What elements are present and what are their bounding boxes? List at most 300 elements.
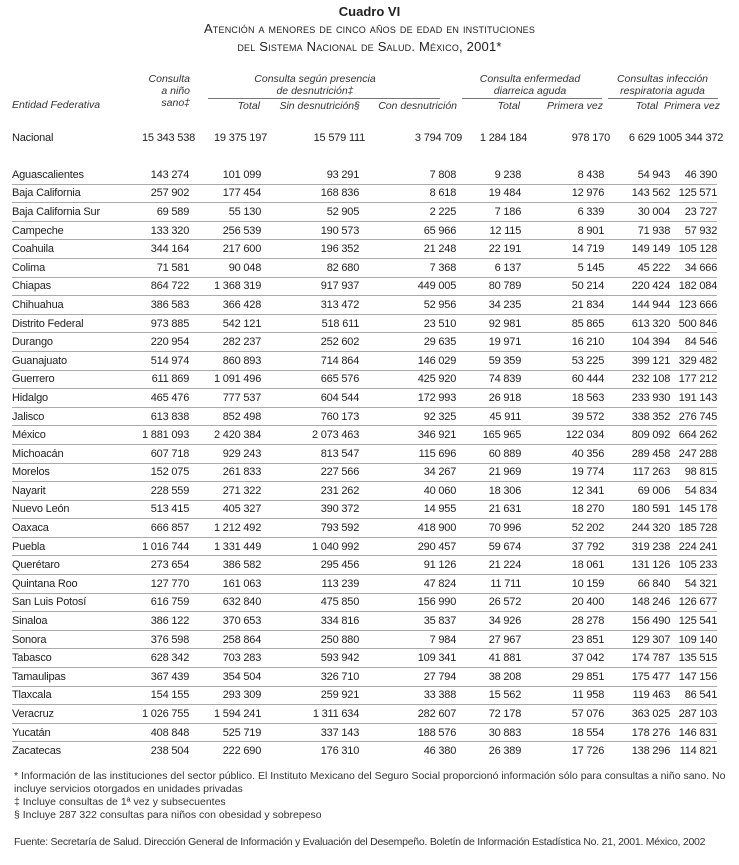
cell-value: 39 572 bbox=[521, 407, 604, 426]
entity-name: Tabasco bbox=[12, 649, 142, 668]
cell-value: 2 073 463 bbox=[261, 426, 359, 445]
cell-value: 46 380 bbox=[423, 745, 457, 758]
cell-value: 852 498 bbox=[189, 407, 261, 426]
cell-value: 259 921 bbox=[261, 686, 359, 705]
entity-name: San Luis Potosí bbox=[12, 593, 142, 612]
cell-value: 224 241 bbox=[670, 537, 717, 556]
cell-value: 21 248 bbox=[359, 240, 456, 259]
cell-value: 16 210 bbox=[521, 333, 604, 352]
cell-value: 54 943 bbox=[604, 166, 670, 184]
cell-value: 604 544 bbox=[261, 389, 359, 408]
cell-value: 123 666 bbox=[670, 296, 717, 315]
header-desnutricion-group: Consulta según presencia de desnutrición‡ bbox=[254, 73, 376, 97]
cell-value: 337 143 bbox=[261, 723, 359, 742]
cell-value: 105 128 bbox=[670, 240, 717, 259]
cell-value: 513 415 bbox=[142, 500, 189, 519]
cell-value: 334 816 bbox=[261, 612, 359, 631]
cell-value: 71 938 bbox=[604, 221, 670, 240]
table-row bbox=[12, 221, 717, 240]
cell-value: 2 225 bbox=[359, 203, 456, 222]
entity-name: Oaxaca bbox=[12, 519, 142, 538]
cell-value: 5 344 372 bbox=[676, 131, 724, 144]
cell-value: 271 322 bbox=[189, 482, 261, 501]
cell-value: 27 794 bbox=[359, 668, 456, 687]
cell-value: 156 990 bbox=[359, 593, 456, 612]
table-row bbox=[12, 575, 717, 594]
cell-value: 147 156 bbox=[670, 668, 717, 687]
cell-value: 5 145 bbox=[521, 258, 604, 277]
cell-value: 30 004 bbox=[604, 203, 670, 222]
cell-value: 196 352 bbox=[261, 240, 359, 259]
cell-value: 9 238 bbox=[456, 166, 521, 184]
table-row bbox=[12, 184, 717, 203]
cell-value: 146 831 bbox=[670, 723, 717, 742]
cell-value: 69 006 bbox=[604, 482, 670, 501]
cell-value: 354 504 bbox=[189, 668, 261, 687]
cell-value: 145 178 bbox=[670, 500, 717, 519]
cell-value: 14 955 bbox=[359, 500, 456, 519]
source-note: Fuente: Secretaría de Salud. Dirección General de Información y Evaluación del Desempeño. Boletín de Información Estadística No. 21, 2001. México, 2002 bbox=[14, 836, 706, 848]
table-number: Cuadro VI bbox=[338, 4, 401, 19]
cell-value: 46 390 bbox=[670, 166, 717, 184]
cell-value: 177 212 bbox=[670, 370, 717, 389]
cell-value: 72 178 bbox=[456, 705, 521, 724]
header-con-desnutricion: Con desnutrición bbox=[378, 100, 457, 112]
cell-value: 864 722 bbox=[142, 277, 189, 296]
cell-value: 386 583 bbox=[142, 296, 189, 315]
cell-value: 161 063 bbox=[189, 575, 261, 594]
cell-value: 18 270 bbox=[521, 500, 604, 519]
entity-name: Quintana Roo bbox=[12, 575, 142, 594]
cell-value: 760 173 bbox=[261, 407, 359, 426]
header-eda-primera: Primera vez bbox=[546, 100, 603, 112]
cell-value: 21 834 bbox=[521, 296, 604, 315]
cell-value: 813 547 bbox=[261, 444, 359, 463]
entity-name: Coahuila bbox=[12, 240, 142, 259]
cell-value: 59 674 bbox=[456, 537, 521, 556]
table-row bbox=[12, 705, 717, 724]
table-row bbox=[12, 742, 717, 760]
entity-name: Durango bbox=[12, 333, 142, 352]
table-row bbox=[12, 723, 717, 742]
cell-value: 177 454 bbox=[189, 184, 261, 203]
cell-value: 8 438 bbox=[521, 166, 604, 184]
cell-value: 21 631 bbox=[456, 500, 521, 519]
cell-value: 26 389 bbox=[488, 745, 522, 758]
cell-value: 613 838 bbox=[142, 407, 189, 426]
cell-value: 1 881 093 bbox=[142, 426, 189, 445]
cell-value: 287 103 bbox=[670, 705, 717, 724]
cell-value: 6 137 bbox=[456, 258, 521, 277]
cell-value: 295 456 bbox=[261, 556, 359, 575]
cell-value: 23 851 bbox=[521, 630, 604, 649]
cell-value: 11 958 bbox=[521, 686, 604, 705]
table-row bbox=[12, 444, 717, 463]
cell-value: 1 091 496 bbox=[189, 370, 261, 389]
cell-value: 793 592 bbox=[261, 519, 359, 538]
cell-value: 238 504 bbox=[150, 745, 190, 758]
cell-value: 57 932 bbox=[670, 221, 717, 240]
cell-value: 93 291 bbox=[261, 166, 359, 184]
cell-value: 165 965 bbox=[456, 426, 521, 445]
cell-value: 82 680 bbox=[261, 258, 359, 277]
cell-value: 338 352 bbox=[604, 407, 670, 426]
cell-value: 777 537 bbox=[189, 389, 261, 408]
cell-value: 53 225 bbox=[521, 351, 604, 370]
cell-value: 408 848 bbox=[142, 723, 189, 742]
footnote-double-dagger: ‡ Incluye consultas de 1ª vez y subsecuentes bbox=[14, 796, 226, 808]
cell-value: 29 635 bbox=[359, 333, 456, 352]
cell-value: 129 307 bbox=[604, 630, 670, 649]
cell-value: 86 541 bbox=[670, 686, 717, 705]
entity-name: México bbox=[12, 426, 142, 445]
header-eda-total: Total bbox=[497, 100, 520, 112]
cell-value: 3 794 709 bbox=[414, 131, 463, 144]
entity-name: Jalisco bbox=[12, 407, 142, 426]
entity-name: Distrito Federal bbox=[12, 314, 142, 333]
cell-value: 92 981 bbox=[456, 314, 521, 333]
table-title-line2: del Sistema Nacional de Salud. México, 2001* bbox=[237, 39, 502, 54]
cell-value: 138 296 bbox=[631, 745, 671, 758]
cell-value: 14 719 bbox=[521, 240, 604, 259]
cell-value: 144 944 bbox=[604, 296, 670, 315]
cell-value: 449 005 bbox=[359, 277, 456, 296]
cell-value: 593 942 bbox=[261, 649, 359, 668]
cell-value: 47 824 bbox=[359, 575, 456, 594]
cell-value: 293 309 bbox=[189, 686, 261, 705]
cell-value: 386 122 bbox=[142, 612, 189, 631]
entity-name: Tamaulipas bbox=[12, 668, 142, 687]
cell-value: 405 327 bbox=[189, 500, 261, 519]
entity-name: Sonora bbox=[12, 630, 142, 649]
cell-value: 40 356 bbox=[521, 444, 604, 463]
table-row bbox=[12, 612, 717, 631]
cell-value: 143 274 bbox=[142, 166, 189, 184]
entity-name: Zacatecas bbox=[12, 745, 61, 758]
cell-value: 176 310 bbox=[320, 745, 360, 758]
cell-value: 60 444 bbox=[521, 370, 604, 389]
cell-value: 425 920 bbox=[359, 370, 456, 389]
table-row bbox=[12, 630, 717, 649]
cell-value: 12 115 bbox=[456, 221, 521, 240]
header-eda-group: Consulta enfermedad diarreica aguda bbox=[479, 73, 581, 97]
cell-value: 290 457 bbox=[359, 537, 456, 556]
cell-value: 1 016 744 bbox=[142, 537, 189, 556]
header-sin-desnutricion: Sin desnutrición§ bbox=[279, 100, 360, 112]
entity-name: Aguascalientes bbox=[12, 166, 142, 184]
nacional-row bbox=[12, 129, 723, 147]
entity-name: Baja California bbox=[12, 184, 142, 203]
table-row bbox=[12, 296, 717, 315]
cell-value: 148 246 bbox=[604, 593, 670, 612]
cell-value: 714 864 bbox=[261, 351, 359, 370]
entity-name: Guanajuato bbox=[12, 351, 142, 370]
cell-value: 860 893 bbox=[189, 351, 261, 370]
group-rule bbox=[208, 98, 440, 99]
cell-value: 57 076 bbox=[521, 705, 604, 724]
cell-value: 15 562 bbox=[456, 686, 521, 705]
cell-value: 233 930 bbox=[604, 389, 670, 408]
cell-value: 244 320 bbox=[604, 519, 670, 538]
cell-value: 23 727 bbox=[670, 203, 717, 222]
cell-value: 232 108 bbox=[604, 370, 670, 389]
cell-value: 1 026 755 bbox=[142, 705, 189, 724]
cell-value: 156 490 bbox=[604, 612, 670, 631]
cell-value: 1 284 184 bbox=[479, 131, 528, 144]
table-row bbox=[12, 556, 717, 575]
cell-value: 19 484 bbox=[456, 184, 521, 203]
cell-value: 59 359 bbox=[456, 351, 521, 370]
cell-value: 8 901 bbox=[521, 221, 604, 240]
cell-value: 1 212 492 bbox=[189, 519, 261, 538]
cell-value: 18 554 bbox=[521, 723, 604, 742]
cell-value: 613 320 bbox=[604, 314, 670, 333]
cell-value: 38 208 bbox=[456, 668, 521, 687]
cell-value: 917 937 bbox=[261, 277, 359, 296]
cell-value: 222 690 bbox=[222, 745, 262, 758]
cell-value: 10 159 bbox=[521, 575, 604, 594]
table-row bbox=[12, 203, 717, 222]
entity-name: Colima bbox=[12, 258, 142, 277]
cell-value: 7 984 bbox=[359, 630, 456, 649]
cell-value: 80 789 bbox=[456, 277, 521, 296]
cell-value: 104 394 bbox=[604, 333, 670, 352]
cell-value: 273 654 bbox=[142, 556, 189, 575]
cell-value: 180 591 bbox=[604, 500, 670, 519]
cell-value: 2 420 384 bbox=[189, 426, 261, 445]
entity-name: Tlaxcala bbox=[12, 686, 142, 705]
cell-value: 191 143 bbox=[670, 389, 717, 408]
cell-value: 154 155 bbox=[142, 686, 189, 705]
cell-value: 252 602 bbox=[261, 333, 359, 352]
cell-value: 329 482 bbox=[670, 351, 717, 370]
cell-value: 66 840 bbox=[604, 575, 670, 594]
entity-name: Sinaloa bbox=[12, 612, 142, 631]
cell-value: 1 368 319 bbox=[189, 277, 261, 296]
cell-value: 500 846 bbox=[670, 314, 717, 333]
cell-value: 257 902 bbox=[142, 184, 189, 203]
cell-value: 703 283 bbox=[189, 649, 261, 668]
table-row bbox=[12, 500, 717, 519]
cell-value: 109 341 bbox=[359, 649, 456, 668]
cell-value: 105 233 bbox=[670, 556, 717, 575]
cell-value: 6 339 bbox=[521, 203, 604, 222]
cell-value: 18 563 bbox=[521, 389, 604, 408]
table-row bbox=[12, 277, 717, 296]
cell-value: 37 792 bbox=[521, 537, 604, 556]
cell-value: 21 969 bbox=[456, 463, 521, 482]
table-row bbox=[12, 686, 717, 705]
cell-value: 133 320 bbox=[142, 221, 189, 240]
cell-value: 175 477 bbox=[604, 668, 670, 687]
cell-value: 34 926 bbox=[456, 612, 521, 631]
cell-value: 122 034 bbox=[521, 426, 604, 445]
table-row bbox=[12, 370, 717, 389]
cell-value: 69 589 bbox=[142, 203, 189, 222]
cell-value: 34 267 bbox=[359, 463, 456, 482]
cell-value: 65 966 bbox=[359, 221, 456, 240]
cell-value: 929 243 bbox=[189, 444, 261, 463]
cell-value: 27 967 bbox=[456, 630, 521, 649]
cell-value: 109 140 bbox=[670, 630, 717, 649]
cell-value: 149 149 bbox=[604, 240, 670, 259]
cell-value: 50 214 bbox=[521, 277, 604, 296]
cell-value: 313 472 bbox=[261, 296, 359, 315]
cell-value: 12 341 bbox=[521, 482, 604, 501]
cell-value: 518 611 bbox=[261, 314, 359, 333]
cell-value: 475 850 bbox=[261, 593, 359, 612]
cell-value: 376 598 bbox=[142, 630, 189, 649]
header-ira-primera: Primera vez bbox=[663, 100, 720, 112]
cell-value: 117 263 bbox=[604, 463, 670, 482]
table-row bbox=[12, 593, 717, 612]
cell-value: 19 375 197 bbox=[214, 131, 268, 144]
cell-value: 60 889 bbox=[456, 444, 521, 463]
cell-value: 131 126 bbox=[604, 556, 670, 575]
header-entidad: Entidad Federativa bbox=[12, 99, 101, 111]
cell-value: 261 833 bbox=[189, 463, 261, 482]
cell-value: 21 224 bbox=[456, 556, 521, 575]
table-row bbox=[12, 166, 717, 184]
cell-value: 55 130 bbox=[189, 203, 261, 222]
entity-name: Nayarit bbox=[12, 482, 142, 501]
entity-name: Veracruz bbox=[12, 705, 142, 724]
table-row bbox=[12, 240, 717, 259]
cell-value: 632 840 bbox=[189, 593, 261, 612]
cell-value: 84 546 bbox=[670, 333, 717, 352]
cell-value: 664 262 bbox=[670, 426, 717, 445]
cell-value: 7 808 bbox=[359, 166, 456, 184]
cell-value: 29 851 bbox=[521, 668, 604, 687]
entity-name: Morelos bbox=[12, 463, 142, 482]
table-row bbox=[12, 649, 717, 668]
entity-name: Guerrero bbox=[12, 370, 142, 389]
cell-value: 370 653 bbox=[189, 612, 261, 631]
table-row bbox=[12, 407, 717, 426]
entity-name: Chihuahua bbox=[12, 296, 142, 315]
footnote-section: § Incluye 287 322 consultas para niños con obesidad y sobrepeso bbox=[14, 809, 322, 821]
cell-value: 146 029 bbox=[359, 351, 456, 370]
entity-name: Querétaro bbox=[12, 556, 142, 575]
cell-value: 152 075 bbox=[142, 463, 189, 482]
cell-value: 1 594 241 bbox=[189, 705, 261, 724]
cell-value: 542 121 bbox=[189, 314, 261, 333]
cell-value: 174 787 bbox=[604, 649, 670, 668]
cell-value: 399 121 bbox=[604, 351, 670, 370]
cell-value: 172 993 bbox=[359, 389, 456, 408]
header-nino-sano: Consulta a niño sano‡ bbox=[148, 73, 190, 109]
cell-value: 346 921 bbox=[359, 426, 456, 445]
cell-value: 386 582 bbox=[189, 556, 261, 575]
cell-value: 52 956 bbox=[359, 296, 456, 315]
cell-value: 52 905 bbox=[261, 203, 359, 222]
table-row bbox=[12, 519, 717, 538]
cell-value: 92 325 bbox=[359, 407, 456, 426]
entity-name: Michoacán bbox=[12, 444, 142, 463]
cell-value: 8 618 bbox=[359, 184, 456, 203]
cell-value: 19 774 bbox=[521, 463, 604, 482]
cell-value: 276 745 bbox=[670, 407, 717, 426]
cell-value: 52 202 bbox=[521, 519, 604, 538]
cell-value: 978 170 bbox=[571, 131, 611, 144]
cell-value: 319 238 bbox=[604, 537, 670, 556]
entity-name: Puebla bbox=[12, 537, 142, 556]
cell-value: 30 883 bbox=[456, 723, 521, 742]
footnote-asterisk: * Información de las instituciones del sector público. El Instituto Mexicano del Seguro Social proporcionó información sólo para consultas a niño sano. No incluye servicios otorgados en unidades privadas bbox=[14, 770, 726, 795]
cell-value: 15 579 111 bbox=[313, 131, 366, 144]
table-row bbox=[12, 333, 717, 352]
cell-value: 26 572 bbox=[456, 593, 521, 612]
cell-value: 98 815 bbox=[670, 463, 717, 482]
cell-value: 666 857 bbox=[142, 519, 189, 538]
cell-value: 17 726 bbox=[571, 745, 605, 758]
cell-value: 367 439 bbox=[142, 668, 189, 687]
cell-value: 390 372 bbox=[261, 500, 359, 519]
header-ira-group: Consultas infección respiratoria aguda bbox=[616, 73, 709, 97]
cell-value: 250 880 bbox=[261, 630, 359, 649]
cell-value: 168 836 bbox=[261, 184, 359, 203]
cell-value: 101 099 bbox=[189, 166, 261, 184]
cell-value: 628 342 bbox=[142, 649, 189, 668]
cell-value: 45 222 bbox=[604, 258, 670, 277]
cell-value: 282 237 bbox=[189, 333, 261, 352]
cell-value: 973 885 bbox=[142, 314, 189, 333]
cell-value: 809 092 bbox=[604, 426, 670, 445]
cell-value: 258 864 bbox=[189, 630, 261, 649]
cell-value: 182 084 bbox=[670, 277, 717, 296]
cell-value: 143 562 bbox=[604, 184, 670, 203]
cell-value: 91 126 bbox=[359, 556, 456, 575]
cell-value: 127 770 bbox=[142, 575, 189, 594]
cell-value: 18 061 bbox=[521, 556, 604, 575]
table-row bbox=[12, 351, 717, 370]
entity-name: Nacional bbox=[12, 131, 54, 144]
cell-value: 119 463 bbox=[604, 686, 670, 705]
cell-value: 326 710 bbox=[261, 668, 359, 687]
cell-value: 344 164 bbox=[142, 240, 189, 259]
cell-value: 28 278 bbox=[521, 612, 604, 631]
cell-value: 74 839 bbox=[456, 370, 521, 389]
cell-value: 33 388 bbox=[359, 686, 456, 705]
cell-value: 611 869 bbox=[142, 370, 189, 389]
cell-value: 220 954 bbox=[142, 333, 189, 352]
cell-value: 7 186 bbox=[456, 203, 521, 222]
cell-value: 90 048 bbox=[189, 258, 261, 277]
cell-value: 34 666 bbox=[670, 258, 717, 277]
table-row bbox=[12, 537, 717, 556]
cell-value: 20 400 bbox=[521, 593, 604, 612]
cell-value: 7 368 bbox=[359, 258, 456, 277]
table-row bbox=[12, 389, 717, 408]
cell-value: 256 539 bbox=[189, 221, 261, 240]
entity-name: Campeche bbox=[12, 221, 142, 240]
notes-block bbox=[14, 770, 726, 849]
cell-value: 363 025 bbox=[604, 705, 670, 724]
data-table bbox=[12, 166, 717, 760]
cell-value: 40 060 bbox=[359, 482, 456, 501]
cell-value: 35 837 bbox=[359, 612, 456, 631]
cell-value: 247 288 bbox=[670, 444, 717, 463]
entity-name: Nuevo León bbox=[12, 500, 142, 519]
cell-value: 113 239 bbox=[261, 575, 359, 594]
cell-value: 19 971 bbox=[456, 333, 521, 352]
table-title-line1: Atención a menores de cinco años de edad en instituciones bbox=[203, 21, 536, 36]
table-row bbox=[12, 668, 717, 687]
table-row bbox=[12, 463, 717, 482]
cell-value: 190 573 bbox=[261, 221, 359, 240]
cell-value: 607 718 bbox=[142, 444, 189, 463]
cell-value: 125 541 bbox=[670, 612, 717, 631]
